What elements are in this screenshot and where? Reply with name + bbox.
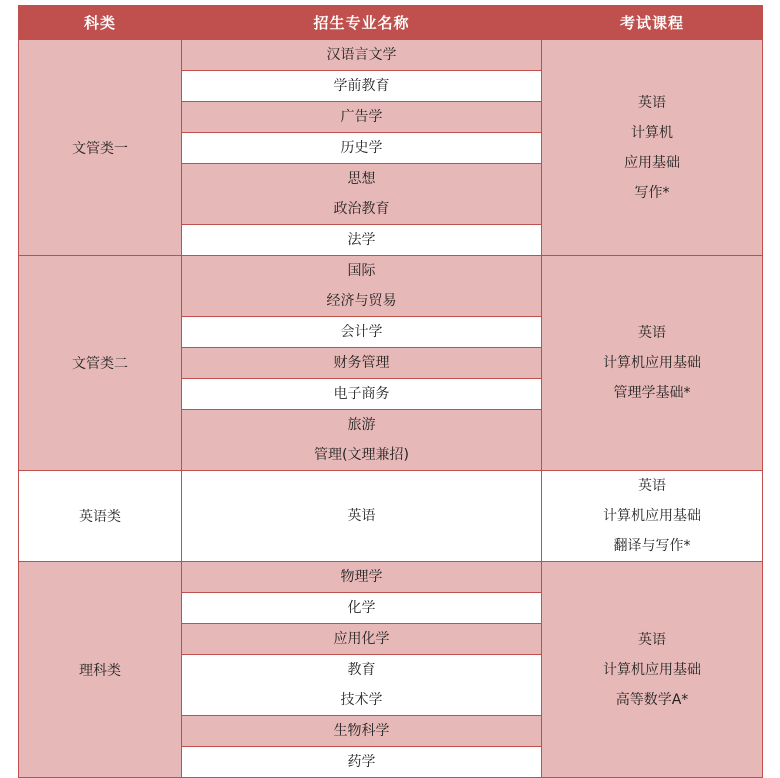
table-row (19, 40, 763, 71)
major-cell (182, 133, 542, 164)
header-category: 科类 (19, 6, 182, 40)
course-name: 计算机应用基础 (603, 508, 701, 524)
major-cell (182, 256, 542, 317)
category-cell: 英语类 (19, 471, 182, 562)
major-cell (182, 471, 542, 562)
major-cell (182, 716, 542, 747)
admission-table (18, 5, 763, 778)
major-name: 教育 (347, 662, 376, 678)
header-courses: 考试课程 (542, 6, 763, 40)
header-major: 招生专业名称 (182, 6, 542, 40)
major-cell (182, 348, 542, 379)
major-name: 旅游 (347, 417, 376, 433)
course-name: 应用基础 (624, 154, 680, 171)
table-row (19, 562, 763, 593)
course-name: 管理学基础* (613, 385, 691, 401)
major-name: 法学 (347, 232, 376, 248)
major-name: 管理(文理兼招) (314, 447, 409, 463)
major-cell (182, 71, 542, 102)
course-name: 计算机应用基础 (603, 355, 701, 371)
major-cell (182, 747, 542, 778)
major-cell (182, 562, 542, 593)
table-header-row (19, 6, 763, 40)
major-name: 财务管理 (333, 355, 390, 371)
major-name: 历史学 (340, 140, 383, 156)
courses-cell (542, 256, 763, 471)
major-cell (182, 40, 542, 71)
course-name: 英语 (638, 631, 666, 648)
major-name: 广告学 (340, 109, 383, 125)
major-cell (182, 102, 542, 133)
major-name: 国际 (347, 263, 376, 279)
major-name: 经济与贸易 (326, 293, 397, 309)
major-name: 技术学 (340, 692, 383, 708)
major-name: 生物科学 (333, 723, 390, 739)
major-cell (182, 624, 542, 655)
major-name: 汉语言文学 (326, 47, 397, 63)
table-row (19, 471, 763, 562)
major-name: 思想 (347, 171, 376, 187)
major-name: 政治教育 (333, 201, 390, 217)
category-cell: 文管类二 (19, 256, 182, 471)
course-name: 英语 (638, 325, 666, 341)
courses-cell (542, 40, 763, 256)
major-name: 药学 (347, 754, 376, 770)
major-cell (182, 225, 542, 256)
major-cell (182, 164, 542, 225)
category-cell: 文管类一 (19, 40, 182, 256)
course-name: 写作* (634, 184, 670, 201)
major-name: 物理学 (340, 569, 383, 585)
major-name: 会计学 (340, 324, 383, 340)
major-name: 化学 (347, 600, 376, 616)
major-cell (182, 317, 542, 348)
course-name: 英语 (638, 94, 666, 111)
course-name: 高等数学A* (615, 691, 689, 708)
courses-cell (542, 562, 763, 778)
major-cell (182, 655, 542, 716)
table-body (19, 40, 763, 778)
major-cell (182, 379, 542, 410)
major-name: 应用化学 (333, 631, 390, 647)
course-name: 计算机 (631, 124, 673, 141)
major-cell (182, 410, 542, 471)
major-cell (182, 593, 542, 624)
major-name: 英语 (347, 508, 376, 524)
course-name: 英语 (638, 478, 666, 494)
category-cell: 理科类 (19, 562, 182, 778)
table-row (19, 256, 763, 317)
courses-cell (542, 471, 763, 562)
major-name: 学前教育 (333, 78, 390, 94)
course-name: 计算机应用基础 (603, 661, 701, 678)
course-name: 翻译与写作* (613, 538, 691, 554)
major-name: 电子商务 (333, 386, 390, 402)
